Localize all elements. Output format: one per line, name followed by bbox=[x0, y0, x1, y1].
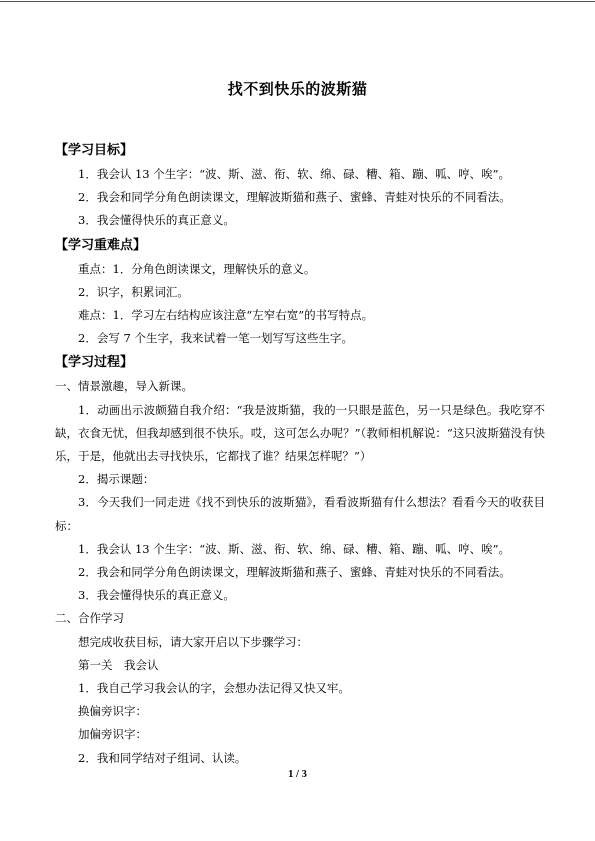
section-heading-key-points: 【学习重难点】 bbox=[55, 237, 147, 253]
document-title: 找不到快乐的波斯猫 bbox=[227, 80, 368, 98]
process-paragraph: 3．今天我们一同走进《找不到快乐的波斯猫》，看看波斯猫有什么想法？看看今天的收获目标： bbox=[55, 495, 545, 533]
process-part2-intro: 想完成收获目标，请大家开启以下步骤学习： bbox=[78, 634, 308, 649]
process-stage-item: 2．我和同学结对子组词、认读。 bbox=[78, 750, 247, 765]
process-stage-item: 加偏旁识字： bbox=[78, 727, 147, 742]
process-part2-title: 二、合作学习 bbox=[55, 611, 124, 626]
page-number: 1 / 3 bbox=[288, 769, 307, 780]
goal-item: 1．我会认 13 个生字：“波、斯、滋、衔、软、绵、碌、糟、箱、蹦、呱、哼、唉”。 bbox=[78, 167, 511, 181]
key-point-item: 2．会写 7 个生字，我来试着一笔一划写写这些生字。 bbox=[78, 331, 353, 346]
process-paragraph: 1．动画出示波颇猫自我介绍：“我是波斯猫，我的一只眼是蓝色，另一只是绿色。我吃穿不缺，衣食无忧，但我却感到很不快乐。哎，这可怎么办呢？”（教师相机解说：“这只波斯猫没有快乐，于是，他就出去寻找快乐，它都找了谁？结果怎样呢？”） bbox=[55, 402, 545, 464]
process-goal-item: 2．我会和同学分角色朗读课文，理解波斯猫和燕子、蜜蜂、青蛙对快乐的不同看法。 bbox=[78, 565, 511, 580]
document-body bbox=[55, 138, 545, 770]
key-point-item: 重点：1．分角色朗读课文，理解快乐的意义。 bbox=[78, 261, 316, 276]
process-goal-item: 1．我会认 13 个生字：“波、斯、滋、衔、软、绵、碌、糟、箱、蹦、呱、哼、唉”。 bbox=[78, 541, 511, 556]
process-goal-item: 3．我会懂得快乐的真正意义。 bbox=[78, 588, 235, 603]
section-heading-process: 【学习过程】 bbox=[55, 355, 134, 371]
goal-item: 2．我会和同学分角色朗读课文，理解波斯猫和燕子、蜜蜂、青蛙对快乐的不同看法。 bbox=[78, 190, 511, 205]
process-stage-item: 换偏旁识字： bbox=[78, 704, 147, 719]
goal-item: 3．我会懂得快乐的真正意义。 bbox=[78, 213, 235, 228]
process-part1-title: 一、情景激趣，导入新课。 bbox=[55, 379, 193, 394]
section-heading-goals: 【学习目标】 bbox=[55, 143, 134, 158]
key-point-item: 难点：1．学习左右结构应该注意“左窄右宽”的书写特点。 bbox=[78, 308, 374, 323]
process-stage-item: 1．我自己学习我会认的字，会想办法记得又快又牢。 bbox=[78, 681, 350, 696]
process-stage-label: 第一关 我会认 bbox=[78, 657, 159, 672]
key-point-item: 2．识字，积累词汇。 bbox=[78, 284, 189, 299]
process-paragraph: 2．揭示课题： bbox=[78, 472, 155, 487]
